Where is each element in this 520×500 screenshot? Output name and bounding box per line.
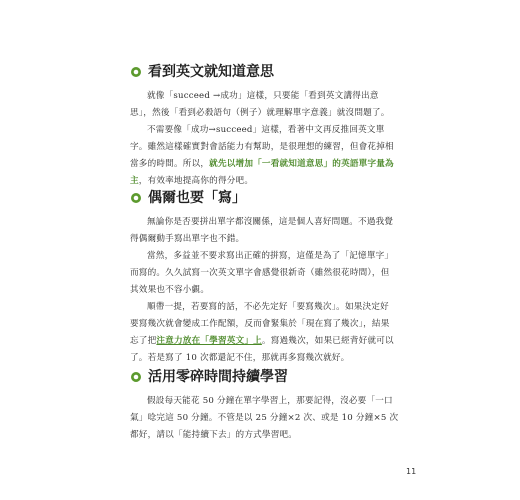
section-heading [130,367,420,387]
paragraph: 當然，多益並不要求寫出正確的拼寫，這僅是為了「記憶單字」 而寫的。久久試寫一次英文單字會感覺很新奇（雖然很花時間），但 其效果也不容小覷。 [130,251,394,295]
section-spare-time [130,367,420,444]
page-number: 11 [406,467,417,476]
heading-text: 看到英文就知道意思 [148,64,274,80]
section-see-meaning [130,62,420,190]
paragraph: 順帶一提，若要寫的話，不必先定好「要寫幾次」。如果決定好 要寫幾次就會變成工作配額，反而會緊集於「現在寫了幾次」，結果 忘了把注意力放在「學習英文」上。寫過幾次，如果已經背好就可以 了。若是寫了 10 次都還記不住，那就再多寫幾次就好。 [130,302,394,363]
green-ring-bullet-icon [130,192,142,204]
highlighted-text: 注意力放在「學習英文」上 [156,336,262,346]
heading-text: 活用零碎時間持續學習 [148,369,288,385]
paragraph: 就像「succeed →成功」這樣，只要能「看到英文講得出意 思」，然後「看到必殺語句（例子）就理解單字意義」就沒問題了。 [130,91,390,118]
section-heading [130,62,420,82]
highlighted-text: 主 [130,176,139,186]
highlighted-text: 就先以增加「一看就知道意思」的英語單字量為 [209,159,394,169]
paragraph: 無論你是否要拼出單字都沒關係，這是個人喜好問題。不過我覺 得偶爾動手寫出單字也不錯。 [130,217,394,244]
heading-text: 偶爾也要「寫」 [148,190,246,206]
paragraph: 不需要像「成功→succeed」這樣，看著中文再反推回英文單 字。雖然這樣確實對會話能力有幫助，是很理想的練習，但會花掉相 當多的時間。所以，就先以增加「一看就知道意思」的英語單字量為 主，有效率地提高你的得分吧。 [130,125,394,186]
paragraph: 假設每天能花 50 分鐘在單字學習上，那要記得，沒必要「一口 氣」唸完這 50 分鐘。不管是以 25 分鐘×2 次、或是 10 分鐘×5 次 都好，請以「能持續下去」的方式學習吧。 [130,396,399,440]
green-ring-bullet-icon [130,66,142,78]
section-write-sometimes [130,188,420,367]
green-ring-bullet-icon [130,371,142,383]
section-heading [130,188,420,208]
